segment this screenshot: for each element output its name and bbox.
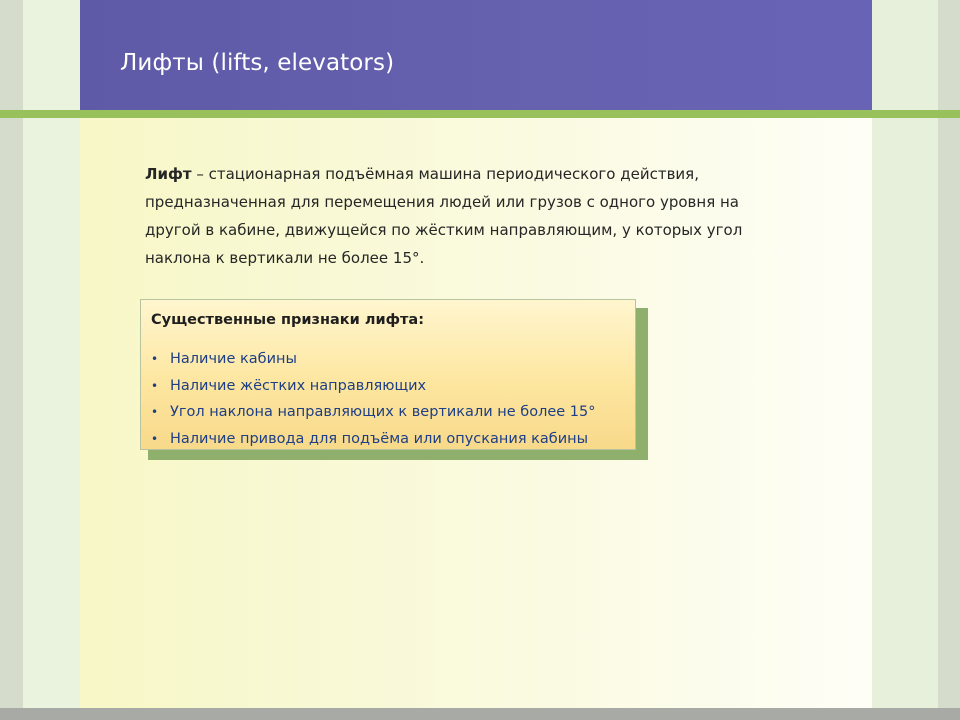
features-heading: Существенные признаки лифта: — [151, 312, 424, 328]
list-item-text: Угол наклона направляющих к вертикали не более 15° — [170, 404, 596, 420]
bullet-icon: • — [151, 352, 159, 366]
slide-title: Лифты (lifts, elevators) — [120, 50, 395, 76]
features-list — [149, 346, 595, 452]
slide-header — [80, 0, 872, 110]
bottom-strip — [0, 708, 960, 720]
left-inner-stripe — [23, 0, 80, 720]
definition-text: – стационарная подъёмная машина периодического действия, предназначенная для перемещения людей или грузов с одного уровня на другой в кабине, движущейся по жёстким направляющим, у которых угол наклона к вертикали не более 15°. — [145, 165, 743, 267]
features-box — [140, 299, 636, 450]
accent-separator — [0, 110, 960, 118]
list-item-text: Наличие жёстких направляющих — [170, 377, 427, 394]
list-item — [149, 426, 595, 453]
definition-term: Лифт — [145, 165, 192, 183]
list-item — [149, 346, 595, 373]
list-item-text: Наличие привода для подъёма или опускания кабины — [170, 430, 589, 447]
list-item — [149, 373, 595, 400]
bullet-icon: • — [151, 431, 159, 446]
right-outer-stripe — [938, 0, 960, 720]
bullet-icon: • — [151, 405, 159, 419]
list-item — [149, 399, 595, 426]
definition-paragraph — [145, 160, 785, 272]
right-inner-stripe — [872, 0, 938, 720]
left-outer-stripe — [0, 0, 23, 720]
list-item-text: Наличие кабины — [170, 351, 297, 367]
bullet-icon: • — [151, 378, 159, 393]
